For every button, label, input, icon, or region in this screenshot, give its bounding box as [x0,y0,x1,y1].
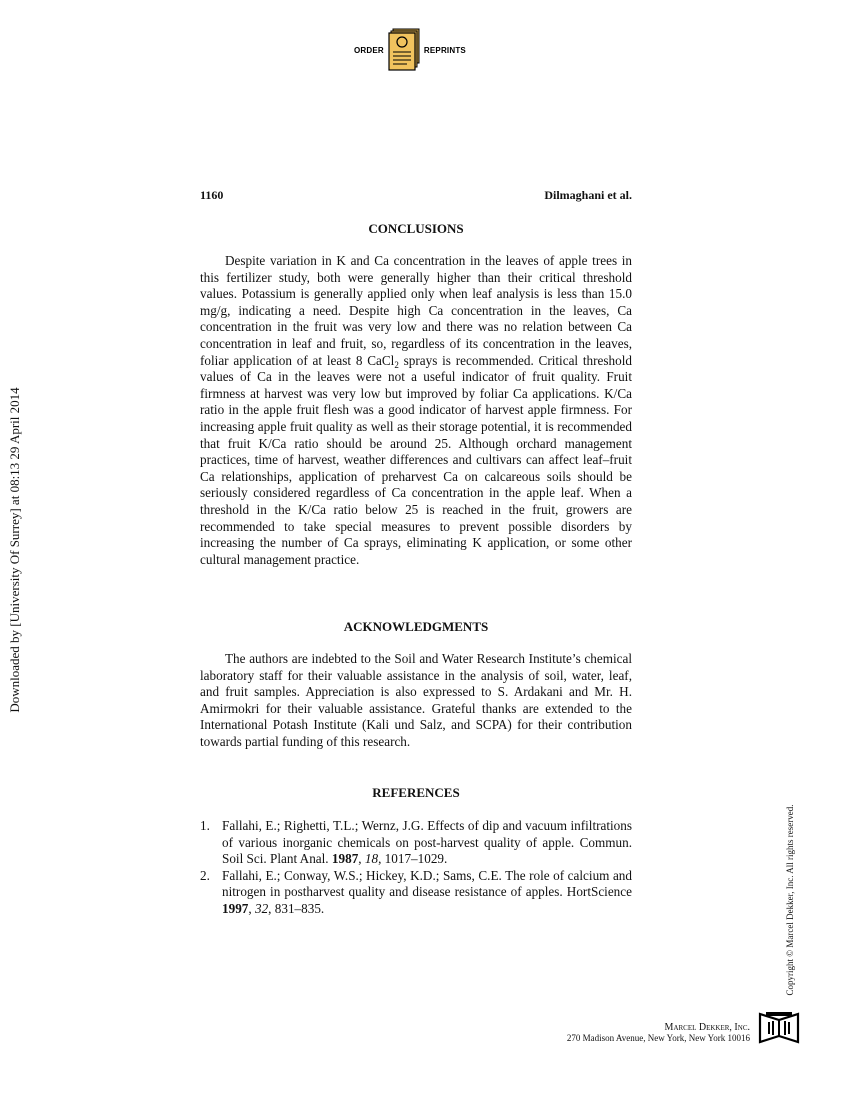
reference-volume: 18 [364,851,379,867]
conclusions-heading: CONCLUSIONS [368,221,464,236]
reference-list [200,818,632,918]
acknowledgments-paragraph: The authors are indebted to the Soil and Water Research Institute’s chemical laboratory staff for their valuable assistance in the analysis of soil, water, leaf, and fruit samples. Appreciation is also expressed to S. Ardakani and Mr. H. Amirmokri for their valuable assistance. Grateful thanks are extended to the International Potash Institute (Kali und Salz, and SCPA) for their contribution towards partial funding of this research. [200,651,632,749]
cacl2-subscript: 2 [394,359,399,370]
reference-number: 1. [200,818,210,833]
page-number: 1160 [200,188,224,202]
reference-pages: , 1017–1029. [378,851,448,867]
download-notice: Downloaded by [University Of Surrey] at 08:13 29 April 2014 [7,387,22,713]
reference-separator: , [248,900,255,916]
reference-pages: , 831–835. [268,900,325,916]
document-stack-icon[interactable] [387,28,421,72]
reference-text: Fallahi, E.; Righetti, T.L.; Wernz, J.G. Effects of dip and vacuum infiltrations of various inorganic chemicals on post-harvest quality of apple. Commun. Soil Sci. Plant Anal. [222,818,632,867]
acknowledgments-section [200,619,632,636]
references-section [200,785,632,802]
conclusions-paragraph [200,253,632,568]
references-body [200,818,632,918]
publisher-footer [567,1022,750,1044]
publisher-name: Marcel Dekker, Inc. [664,1022,750,1033]
copyright-notice: Copyright © Marcel Dekker, Inc. All rights reserved. [785,804,795,996]
order-reprints-bar [354,28,466,72]
conclusions-text-1: Despite variation in K and Ca concentration in the leaves of apple trees in this fertilizer study, both were generally higher than their critical threshold values. Potassium is generally applied only when leaf analysis is less than 15.0 mg/g, indicating a need. Despite high Ca concentration in the leaves, Ca concentration in the fruit was very low and there was no relation between Ca concentration in leaf and fruit, so, regardless of its concentration in the leaves, foliar application of at least 8 CaCl [200,253,632,368]
reprints-link[interactable]: REPRINTS [423,45,466,55]
order-link[interactable]: ORDER [354,45,384,55]
reference-item [200,868,632,918]
acknowledgments-body [200,651,632,751]
running-head-authors: Dilmaghani et al. [544,188,632,202]
publisher-address: 270 Madison Avenue, New York, New York 10016 [566,1033,750,1043]
conclusions-text-2: sprays is recommended. Critical threshold values of Ca in the leaves were not a useful indicator of fruit quality. Fruit firmness at harvest was very low but improved by foliar Ca applications. K/Ca ratio in the apple fruit flesh was a good indicator of harvest apple firmness. For increasing apple fruit quality as well as their storage potential, it is recommended that fruit K/Ca ratio should be around 25. Although orchard management practices, time of harvest, weather differences and cultivars can affect leaf–fruit Ca relationships, application of preharvest Ca on calcareous soils should be seriously considered regardless of Ca concentration in the apple leaf. When a threshold in the K/Ca ratio below 25 is reached in the fruit, growers are recommended to take special measures to prevent possible disorders by increasing the number of Ca sprays, eliminating K application, or some other cultural management practice. [200,352,632,567]
running-header [200,188,632,203]
conclusions-section [200,221,632,238]
reference-item [200,818,632,868]
conclusions-body [200,253,632,568]
acknowledgments-heading: ACKNOWLEDGMENTS [343,619,489,634]
reference-separator: , [358,851,365,867]
reference-text: Fallahi, E.; Conway, W.S.; Hickey, K.D.; Sams, C.E. The role of calcium and nitrogen in postharvest quality and disease resistance of apples. HortScience [222,867,632,900]
reference-volume: 32 [254,900,269,916]
reference-year: 1987 [331,851,359,867]
publisher-logo-icon [757,1010,801,1046]
reference-number: 2. [200,867,210,883]
references-heading: REFERENCES [372,785,460,800]
reference-year: 1997 [222,900,249,916]
